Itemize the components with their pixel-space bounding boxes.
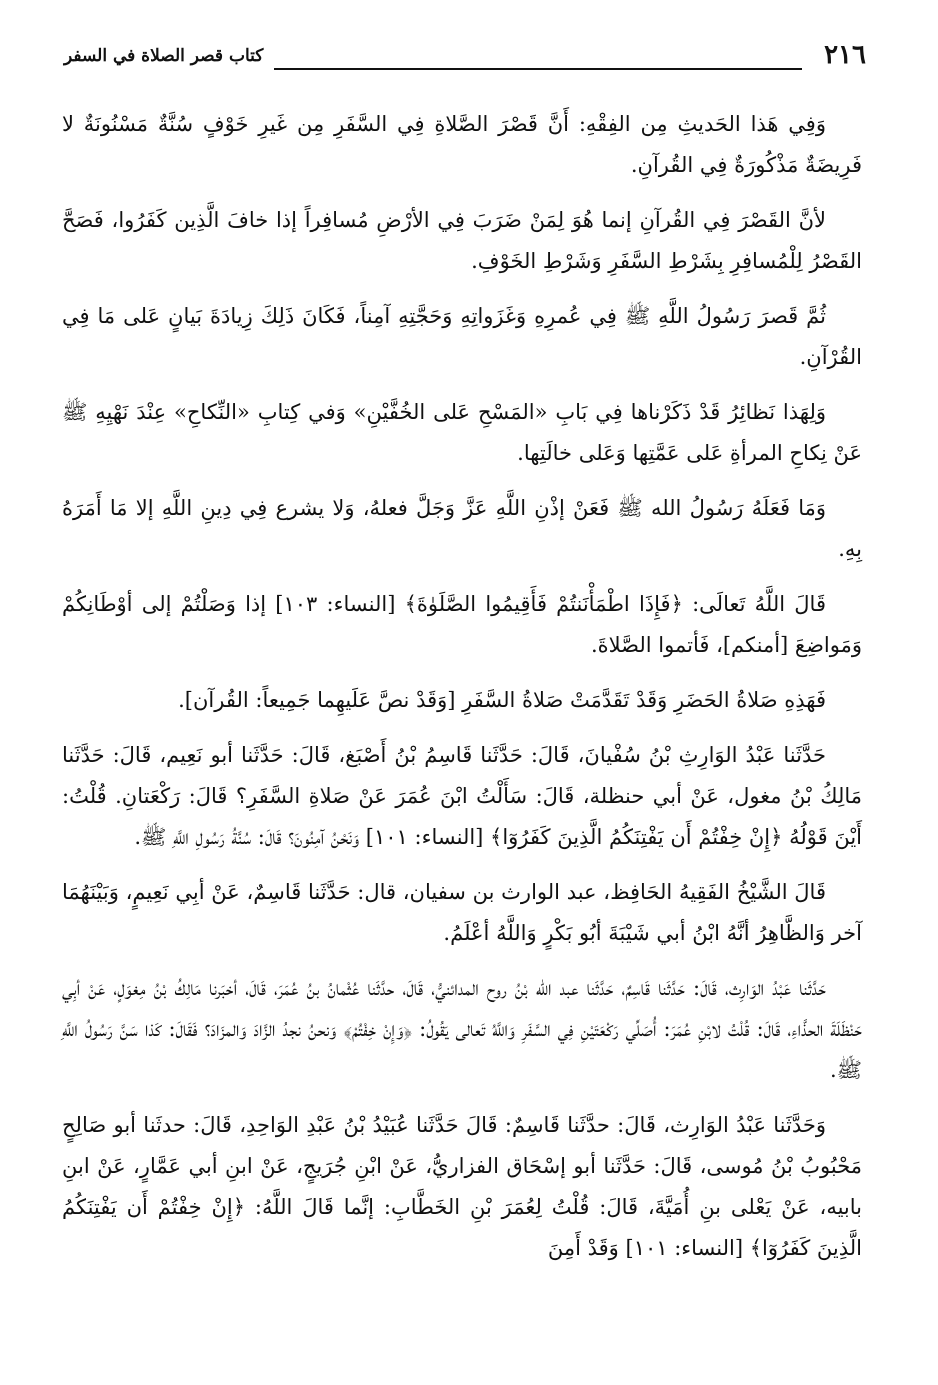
paragraph: وَحَدَّثَنا عَبْدُ الوَارِث، قَالَ: حدَّثَنا قَاسِمٌ: قَالَ حَدَّثَنا عُبَيْدُ بْنُ عَبْدِ الوَاحِدِ، قَالَ: حدثَنا أبو صَالِحٍ مَحْبُوبُ بْنُ مُوسى، قَالَ: حَدَّثَنا أبو إسْحَاق الفزاريُّ، عَنْ ابْنِ جُرَيجٍ، عَنْ ابنِ أبي عَمَّارٍ، عَنْ ابنِ بابيه، عَنْ يَعْلى بنِ أُمَيَّةَ، قَالَ: قُلْتُ لِعُمَرَ بْنِ الخَطَّابِ: إنَّما قَالَ اللَّهُ: ﴿إِنْ خِفْتُمْ أَن يَفْتِنَكُمُ الَّذِينَ كَفَرُوٓا﴾ [النساء: ١٠١] وَقَدْ أَمِنَ [62, 1113, 862, 1260]
paragraph: قَالَ اللَّهُ تَعالَى: ﴿فَإِذَا اطْمَأْنَنتُمْ فَأَقِيمُوا الصَّلَوٰةَ﴾ [النساء: ١٠٣] إذا وَصَلْتُمْ إلى أوْطَانِكُمْ وَمَواضِعَ [أمنكم]، فَأتموا الصَّلاةَ. [62, 592, 862, 657]
paragraph: حَدَّثَنا عَبْدُ الوَارِث، قَالَ: حَدَّثَنا قَاسِمٌ، حَدَّثَنا عبد الله بْنُ روح المدائنيُّ، قَالَ، حدَّثَنا عُثْمانُ بنُ عُمَرَ، قَالَ، أخبَرنا مَالِكُ بْنُ مِغوَلٍ، عَنْ أبِي حَنْظَلَةَ الحذَّاءِ، قَالَ: قُلْتُ لابْنِ عُمَرَ: أُصَلِّي رَكْعَتَيْنِ فِي السَّفَرِ وَاللَّهُ تَعالى يَقُولُ: ﴿وَإِنْ خِفْتُمْ﴾ وَنحنُ نجدُ الزَّادَ وَالمزَادَ؟ فَقَالَ: كَذا سَنَّ رَسُولُ اللَّهِ ﷺ. [62, 976, 862, 1082]
paragraph: ثُمَّ قَصرَ رَسُولُ اللَّهِ ﷺ فِي عُمرِهِ وَغَزَواتِهِ وَحَجَّتِهِ آمِناً، فَكَانَ ذَلِكَ زِيادَةَ بَيانٍ عَلى مَا فِي القُرْآنِ. [62, 304, 862, 369]
page-number: ٢١٦ [824, 40, 866, 70]
paragraph: لأنَّ القَصْرَ فِي القُرآنِ إنما هُوَ لِمَنْ ضَرَبَ فِي الأرْضِ مُسافِراً إذا خافَ الَّذِين كَفَرُوا، فَصَحَّ القَصْرُ لِلْمُسافِرِ بِشَرْطِ السَّفَرِ وَشَرْطِ الخَوْفِ. [62, 208, 862, 273]
paragraph: وَلِهَذا نَظائِرُ قَدْ ذَكَرْناها فِي بَابِ «المَسْحِ عَلى الخُفَّيْنِ» وَفي كِتابِ «النِّكاحِ» عِنْدَ نَهْيِهِ ﷺ عَنْ نِكاحِ المرأةِ عَلى عَمَّتِها وَعَلى خالَتِها. [62, 400, 862, 465]
page-header [64, 40, 866, 74]
header-rule [274, 68, 802, 70]
paragraph: قَالَ الشَّيْخُ الفَقِيهُ الحَافِظ، عبد الوارث بن سفيان، قال: حَدَّثَنا قَاسِمٌ، عَنْ أبِي نَعِيمٍ، وَبَيْنَهُمَا آخر وَالظَّاهِرُ أنَّهُ ابْنُ أبي شَيْبَةَ أبُو بَكْرٍ وَاللَّهُ أعْلَمُ. [62, 880, 862, 945]
paragraph: وَفِي هَذا الحَديثِ مِن الفِقْهِ: أَنَّ قَصْرَ الصَّلاةِ فِي السَّفَرِ مِن غَيرِ خَوْفٍ سُنَّةٌ مَسْنُونَةٌ لا فَرِيضَةٌ مَذْكُورَةٌ فِي القُرآنِ. [62, 112, 862, 177]
paragraph: فَهَذِهِ صَلاةُ الحَضَرِ وَقَدْ تَقَدَّمَتْ صَلاةُ السَّفَرِ [وَقَدْ نصَّ عَلَيهِما جَمِيعاً: القُرآن]. [178, 688, 826, 712]
paragraph: وَمَا فَعَلَهُ رَسُولُ الله ﷺ فَعَنْ إذْنِ اللَّهِ عَزَّ وَجَلَّ فعلهُ، وَلا يشرع فِي دِينِ اللَّهِ إلا مَا أَمَرَهُ بِهِ. [62, 496, 862, 561]
paragraph: حَدَّثَنا عَبْدُ الوَارِثِ بْنُ سُفْيانَ، قَالَ: حَدَّثَنا قَاسِمُ بْنُ أَصْبَغ، قَالَ: حَدَّثَنا أبو نَعِيم، قَالَ: حَدَّثَنا مَالِكُ بْنُ مغول، عَنْ أبي حنظلة، قَالَ: سَأَلْتُ ابْنَ عُمَرَ عَنْ صَلاةِ السَّفَرِ؟ قَالَ: رَكْعَتانِ. قُلْتُ: أَيْنَ قَوْلُهُ ﴿إِنْ خِفْتُمْ أَن يَفْتِنَكُمُ الَّذِينَ كَفَرُوٓا﴾ [النساء: ١٠١] وَنَحْنُ آمِنُونَ؟ قَالَ: سُنَّةُ رَسُولِ اللَّهِ ﷺ. [62, 743, 862, 849]
book-title: كتاب قصر الصلاة في السفر [64, 46, 264, 66]
body-text [62, 104, 862, 1283]
